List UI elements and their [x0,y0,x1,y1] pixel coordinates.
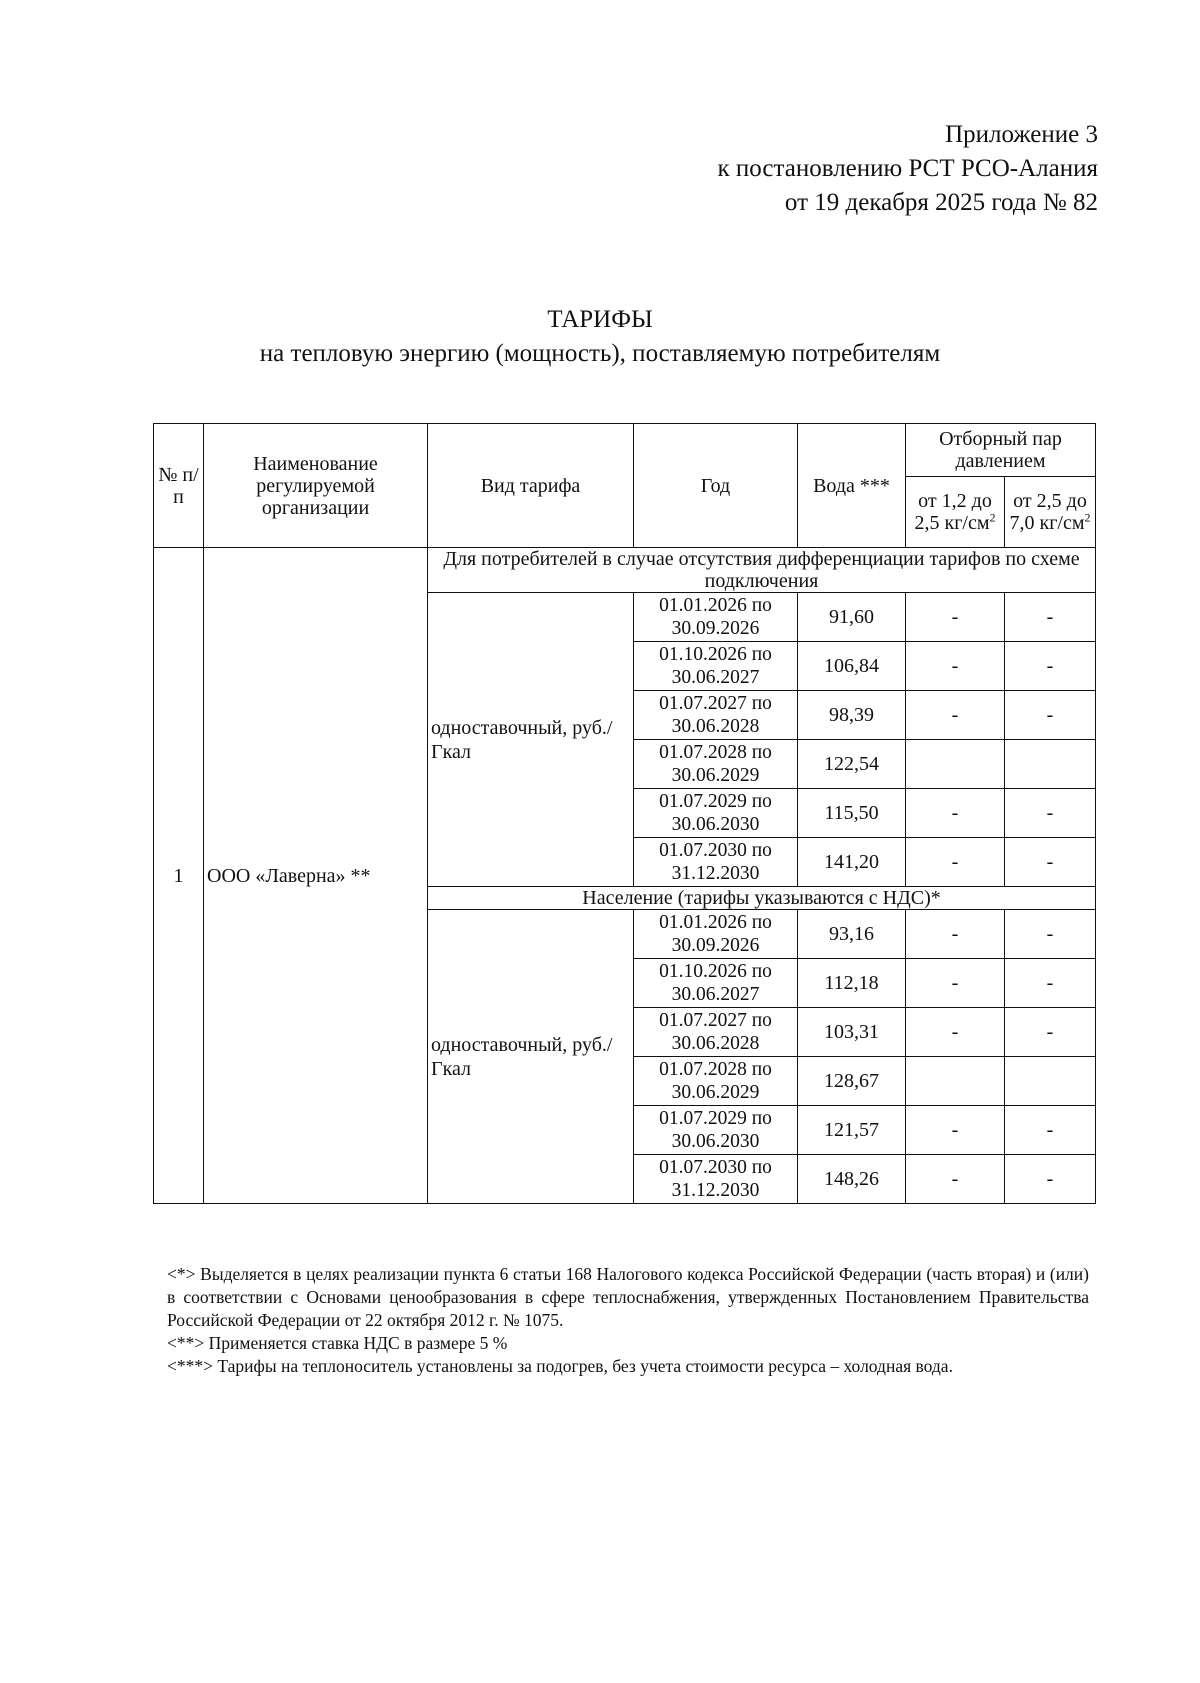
section-title: Для потребителей в случае отсутствия дифференциации тарифов по схеме подключения [428,548,1096,593]
header-water: Вода *** [798,424,906,548]
steam-2-cell: - [1005,642,1096,691]
header-steam-1 [906,477,1005,548]
title-sub: на тепловую энергию (мощность), поставляемую потребителям [259,340,941,367]
water-cell: 91,60 [798,593,906,642]
header-steam-1-sup: 2 [989,510,996,525]
period-cell: 01.07.2030 по 31.12.2030 [634,1155,798,1204]
header-year: Год [634,424,798,548]
period-cell: 01.07.2028 по 30.06.2029 [634,740,798,789]
header-row-1 [154,424,1096,477]
period-cell: 01.01.2026 по 30.09.2026 [634,910,798,959]
steam-1-cell [906,740,1005,789]
header-steam-2 [1005,477,1096,548]
header-steam-2-text: от 2,5 до 7,0 кг/см [1009,490,1087,534]
document-title [0,303,1200,371]
org-name: ООО «Лаверна» ** [204,548,428,1204]
appendix-line-2: к постановлению РСТ РСО-Алания [717,155,1098,182]
period-cell: 01.10.2026 по 30.06.2027 [634,959,798,1008]
water-cell: 122,54 [798,740,906,789]
steam-1-cell: - [906,1008,1005,1057]
steam-2-cell: - [1005,1155,1096,1204]
steam-1-cell: - [906,1106,1005,1155]
water-cell: 93,16 [798,910,906,959]
period-cell: 01.01.2026 по 30.09.2026 [634,593,798,642]
steam-1-cell: - [906,1155,1005,1204]
water-cell: 115,50 [798,789,906,838]
steam-2-cell [1005,1057,1096,1106]
period-cell: 01.07.2030 по 31.12.2030 [634,838,798,887]
steam-1-cell: - [906,838,1005,887]
steam-2-cell: - [1005,691,1096,740]
section-title: Население (тарифы указываются с НДС)* [428,887,1096,910]
appendix-line-3: от 19 декабря 2025 года № 82 [784,189,1098,216]
water-cell: 106,84 [798,642,906,691]
header-steam: Отборный пар давлением [906,424,1096,477]
period-cell: 01.07.2028 по 30.06.2029 [634,1057,798,1106]
steam-1-cell: - [906,910,1005,959]
appendix-header [718,118,1098,220]
steam-2-cell: - [1005,1106,1096,1155]
water-cell: 103,31 [798,1008,906,1057]
footnote-1: <*> Выделяется в целях реализации пункта 6 статьи 168 Налогового кодекса Российской Федерации (часть вторая) и (или) в соответствии с Основами ценообразования в сфере теплоснабжения, утвержденных Постановлением Правительства Российской Федерации от 22 октября 2012 г. № 1075. [167,1264,1089,1330]
header-org: Наименование регулируемой организации [204,424,428,548]
section-row [154,548,1096,593]
water-cell: 148,26 [798,1155,906,1204]
title-main: ТАРИФЫ [547,306,653,333]
footnotes [167,1263,1089,1378]
steam-1-cell [906,1057,1005,1106]
water-cell: 98,39 [798,691,906,740]
steam-2-cell: - [1005,959,1096,1008]
footnote-3: <***> Тарифы на теплоноситель установлены за подогрев, без учета стоимости ресурса – холодная вода. [167,1356,953,1376]
steam-2-cell: - [1005,1008,1096,1057]
steam-1-cell: - [906,789,1005,838]
appendix-line-1: Приложение 3 [945,121,1098,148]
row-number: 1 [154,548,204,1204]
steam-1-cell: - [906,593,1005,642]
period-cell: 01.10.2026 по 30.06.2027 [634,642,798,691]
steam-2-cell: - [1005,838,1096,887]
steam-2-cell: - [1005,593,1096,642]
steam-1-cell: - [906,691,1005,740]
header-steam-1-text: от 1,2 до 2,5 кг/см [914,490,992,534]
period-cell: 01.07.2027 по 30.06.2028 [634,1008,798,1057]
water-cell: 128,67 [798,1057,906,1106]
steam-1-cell: - [906,959,1005,1008]
tariff-kind: одноставочный, руб./Гкал [428,910,634,1204]
period-cell: 01.07.2027 по 30.06.2028 [634,691,798,740]
header-kind: Вид тарифа [428,424,634,548]
steam-2-cell: - [1005,789,1096,838]
water-cell: 141,20 [798,838,906,887]
period-cell: 01.07.2029 по 30.06.2030 [634,789,798,838]
header-steam-2-sup: 2 [1084,510,1091,525]
water-cell: 121,57 [798,1106,906,1155]
footnote-2: <**> Применяется ставка НДС в размере 5 % [167,1333,508,1353]
steam-1-cell: - [906,642,1005,691]
tariffs-table [153,423,1096,1204]
header-num: № п/п [154,424,204,548]
period-cell: 01.07.2029 по 30.06.2030 [634,1106,798,1155]
steam-2-cell: - [1005,910,1096,959]
water-cell: 112,18 [798,959,906,1008]
steam-2-cell [1005,740,1096,789]
tariff-kind: одноставочный, руб./Гкал [428,593,634,887]
